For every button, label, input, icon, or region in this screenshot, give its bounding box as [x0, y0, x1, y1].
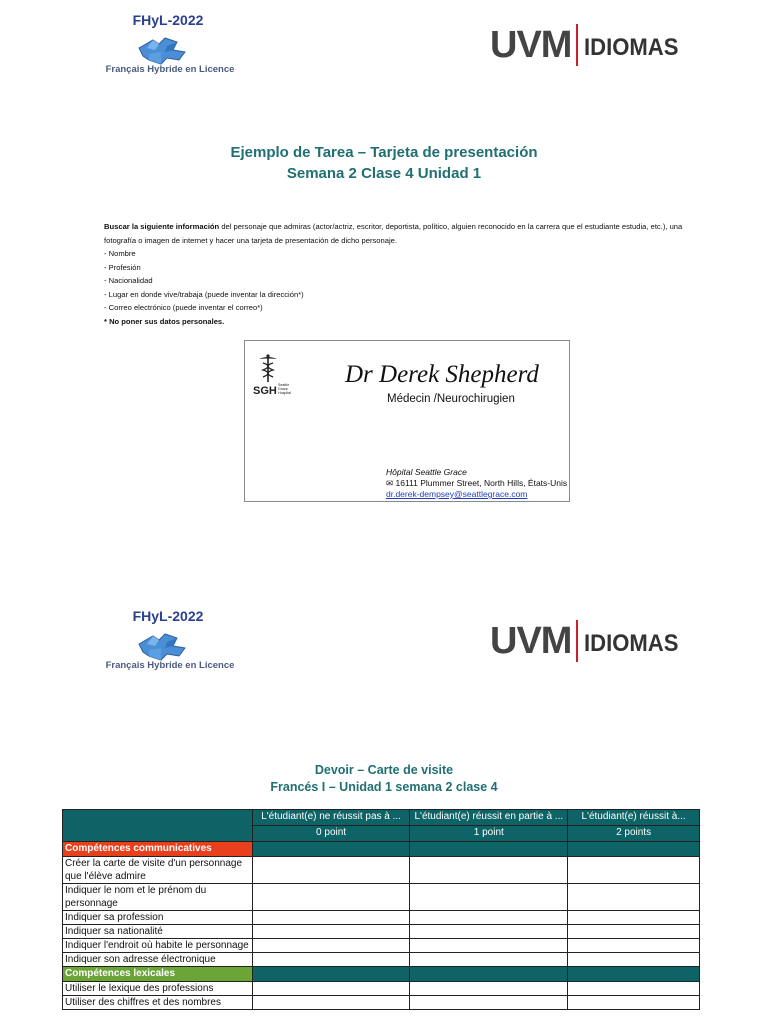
table-row [63, 925, 700, 939]
rubric-score-cell [568, 996, 700, 1010]
rubric-criterion: Créer la carte de visite d'un personnage que l'élève admire [63, 857, 253, 884]
sgh-logo-small: Seattle Grace Hospital [278, 383, 291, 395]
instructions-line1 [104, 220, 704, 234]
uvm-logo-text: UVM [490, 24, 572, 66]
rubric-criterion: Indiquer le nom et le prénom du personnage [63, 884, 253, 911]
card-hospital: Hôpital Seattle Grace [386, 467, 467, 477]
rubric-column-points: 1 point [410, 826, 568, 842]
caduceus-icon [257, 353, 279, 383]
rubric-score-cell [252, 857, 410, 884]
envelope-icon: ✉ [386, 478, 394, 488]
rubric-score-cell [410, 996, 568, 1010]
fhyl-logo-subtitle: Français Hybride en Licence [105, 660, 235, 671]
card-address: 16111 Plummer Street, North Hills, États-Unis [395, 478, 568, 488]
page1-title-line1: Ejemplo de Tarea – Tarjeta de presentación [230, 144, 538, 161]
rubric-score-cell [252, 996, 410, 1010]
instructions-note: * No poner sus datos personales. [104, 316, 225, 326]
rubric-criterion: Indiquer son adresse électronique [63, 953, 253, 967]
rubric-criterion: Indiquer sa nationalité [63, 925, 253, 939]
instructions-line2: fotografía o imagen de internet y hacer una tarjeta de presentación de dicho personaje. [104, 235, 397, 245]
fhyl-logo-subtitle: Français Hybride en Licence [105, 64, 235, 75]
card-role: Médecin /Neurochirugien [387, 393, 515, 405]
rubric-score-cell [410, 911, 568, 925]
rubric-section-fill [410, 842, 568, 857]
rubric-score-cell [252, 982, 410, 996]
instructions-lead-rest: del personaje que admiras (actor/actriz, escritor, deportista, político, alguien reconocido en la carrera que el estudiante estudia, etc.), una [219, 222, 683, 231]
rubric-criterion: Indiquer l'endroit où habite le personnage [63, 939, 253, 953]
rubric-score-cell [252, 884, 410, 911]
rubric-section-label: Compétences lexicales [63, 967, 253, 982]
table-row [63, 857, 700, 884]
table-row [63, 884, 700, 911]
rubric-section-fill [252, 842, 410, 857]
instructions-item: - Correo electrónico (puede inventar el correo*) [104, 303, 263, 312]
uvm-idiomas-logo [490, 20, 690, 70]
page2-title [0, 762, 768, 796]
rubric-score-cell [568, 982, 700, 996]
fhyl-logo-title: FHyL-2022 [132, 608, 204, 624]
rubric-score-cell [568, 884, 700, 911]
table-row [63, 996, 700, 1010]
rubric-column-header: L'étudiant(e) réussit à... [568, 810, 700, 826]
card-email-link[interactable]: dr.derek-dempsey@seattlegrace.com [386, 489, 528, 499]
rubric-section-row [63, 967, 700, 982]
page2-title-line1: Devoir – Carte de visite [314, 763, 454, 777]
rubric-table [62, 809, 700, 1010]
rubric-score-cell [568, 939, 700, 953]
rubric-section-fill [568, 967, 700, 982]
rubric-score-cell [410, 884, 568, 911]
rubric-column-header: L'étudiant(e) ne réussit pas à ... [252, 810, 410, 826]
instructions-item: - Lugar en donde vive/trabaja (puede inventar la dirección*) [104, 289, 304, 299]
rubric-header-corner [63, 810, 253, 842]
rubric-score-cell [252, 939, 410, 953]
fhyl-logo [95, 12, 245, 82]
rubric-column-points: 0 point [252, 826, 410, 842]
rubric-section-label: Compétences communicatives [63, 842, 253, 857]
rubric-score-cell [410, 953, 568, 967]
logo-divider [576, 620, 578, 662]
instructions-item: - Nacionalidad [104, 276, 153, 285]
rubric-criterion: Utiliser le lexique des professions [63, 982, 253, 996]
rubric-score-cell [252, 911, 410, 925]
fhyl-logo [95, 608, 245, 678]
rubric-score-cell [252, 925, 410, 939]
table-row [63, 982, 700, 996]
sgh-logo-text: SGH [253, 385, 277, 397]
logo-divider [576, 24, 578, 66]
table-row [63, 939, 700, 953]
rubric-section-row [63, 842, 700, 857]
card-name: Dr Derek Shepherd [345, 361, 539, 388]
rubric-section-fill [252, 967, 410, 982]
rubric-score-cell [568, 857, 700, 884]
rubric-score-cell [568, 953, 700, 967]
rubric-score-cell [410, 857, 568, 884]
card-address-line [386, 478, 567, 489]
instructions-item: - Profesión [104, 262, 141, 272]
idiomas-logo-text: IDIOMAS [584, 34, 679, 61]
rubric-section-fill [410, 967, 568, 982]
rubric-header-row [63, 810, 700, 826]
uvm-idiomas-logo [490, 616, 690, 666]
rubric-section-fill [568, 842, 700, 857]
instructions-lead-bold: Buscar la siguiente información [104, 222, 220, 231]
rubric-score-cell [410, 982, 568, 996]
business-card [244, 340, 570, 502]
rubric-score-cell [568, 911, 700, 925]
rubric-score-cell [410, 939, 568, 953]
instructions [104, 220, 704, 328]
rubric-score-cell [568, 925, 700, 939]
uvm-logo-text: UVM [490, 620, 572, 662]
instructions-item: - Nombre [104, 249, 136, 258]
page1-title [0, 142, 768, 184]
idiomas-logo-text: IDIOMAS [584, 630, 679, 657]
rubric-criterion: Utiliser des chiffres et des nombres [63, 996, 253, 1010]
table-row [63, 953, 700, 967]
page1-title-line2: Semana 2 Clase 4 Unidad 1 [286, 165, 482, 182]
page2-title-line2: Francés I – Unidad 1 semana 2 clase 4 [270, 780, 498, 794]
rubric-score-cell [410, 925, 568, 939]
table-row [63, 911, 700, 925]
rubric-column-header: L'étudiant(e) réussit en partie à ... [410, 810, 568, 826]
rubric-criterion: Indiquer sa profession [63, 911, 253, 925]
rubric-score-cell [252, 953, 410, 967]
rubric-column-points: 2 points [568, 826, 700, 842]
fhyl-logo-title: FHyL-2022 [132, 12, 204, 28]
